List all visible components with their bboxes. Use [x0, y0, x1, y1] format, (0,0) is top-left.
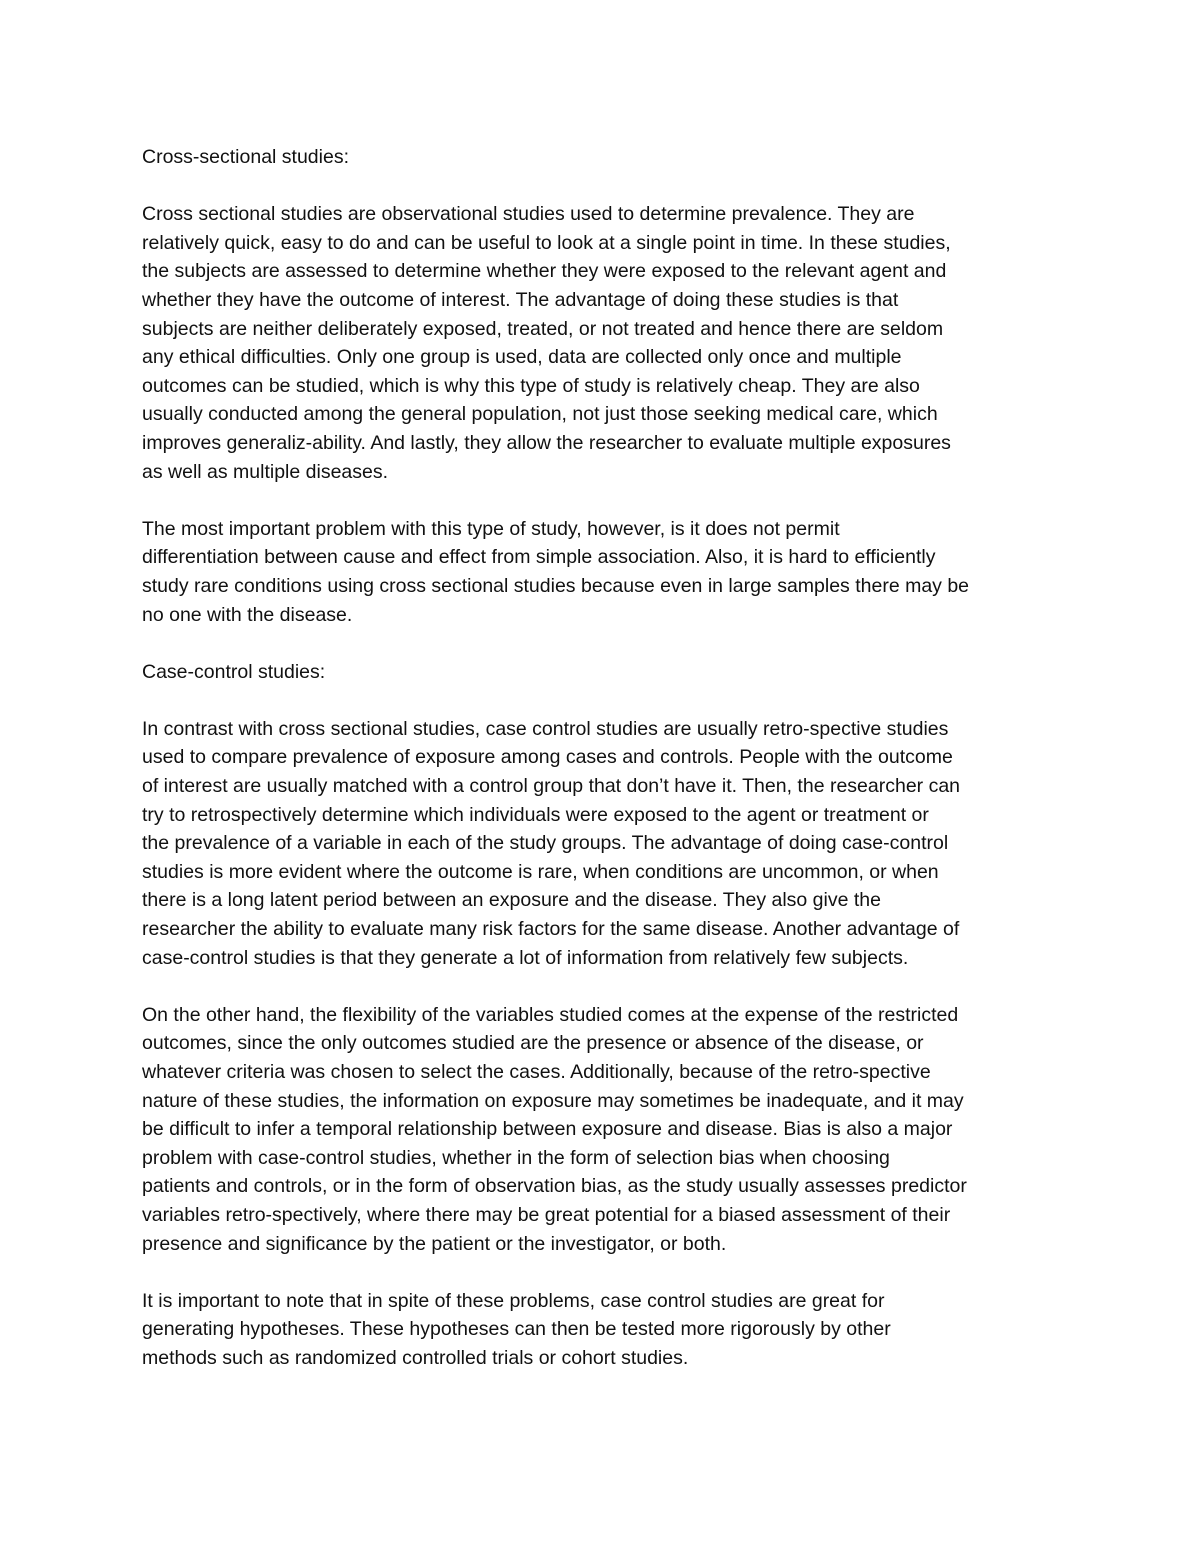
- text-line: the prevalence of a variable in each of the study groups. The advantage of doing case-control: [142, 832, 949, 855]
- text-line: study rare conditions using cross sectional studies because even in large samples there may be: [142, 574, 970, 597]
- text-line: subjects are neither deliberately exposed, treated, or not treated and hence there are seldom: [142, 317, 944, 340]
- text-line: no one with the disease.: [142, 603, 353, 626]
- text-line: the subjects are assessed to determine whether they were exposed to the relevant agent and: [142, 260, 947, 283]
- text-line: variables retro-spectively, where there may be great potential for a biased assessment of their: [142, 1203, 951, 1226]
- text-line: be difficult to infer a temporal relationship between exposure and disease. Bias is also a major: [142, 1118, 953, 1141]
- text-line: usually conducted among the general population, not just those seeking medical care, which: [142, 403, 938, 426]
- paragraph-case-control-overview: [142, 715, 1062, 972]
- text-line: problem with case-control studies, whether in the form of selection bias when choosing: [142, 1146, 890, 1169]
- text-line: generating hypotheses. These hypotheses can then be tested more rigorously by other: [142, 1318, 891, 1341]
- text-line: try to retrospectively determine which individuals were exposed to the agent or treatment or: [142, 803, 929, 826]
- text-line: nature of these studies, the information on exposure may sometimes be inadequate, and it may: [142, 1089, 964, 1112]
- text-line: patients and controls, or in the form of observation bias, as the study usually assesses predictor: [142, 1175, 967, 1198]
- text-line: methods such as randomized controlled trials or cohort studies.: [142, 1346, 689, 1369]
- text-line: case-control studies is that they generate a lot of information from relatively few subjects.: [142, 946, 909, 969]
- document-body: [142, 143, 1062, 1401]
- text-line: researcher the ability to evaluate many risk factors for the same disease. Another advantage of: [142, 918, 960, 941]
- text-line: Cross sectional studies are observational studies used to determine prevalence. They are: [142, 203, 915, 226]
- text-line: presence and significance by the patient or the investigator, or both.: [142, 1232, 727, 1255]
- text-line: there is a long latent period between an exposure and the disease. They also give the: [142, 889, 881, 912]
- text-line: used to compare prevalence of exposure among cases and controls. People with the outcome: [142, 746, 953, 769]
- paragraph-case-control-conclusion: [142, 1287, 1062, 1373]
- paragraph-case-control-limitations: [142, 1001, 1062, 1258]
- heading-text: Cross-sectional studies:: [142, 146, 349, 168]
- text-line: improves generaliz-ability. And lastly, they allow the researcher to evaluate multiple exposures: [142, 431, 951, 454]
- text-line: whatever criteria was chosen to select the cases. Additionally, because of the retro-spective: [142, 1061, 931, 1083]
- text-line: differentiation between cause and effect from simple association. Also, it is hard to efficiently: [142, 546, 936, 569]
- text-line: relatively quick, easy to do and can be useful to look at a single point in time. In these studies,: [142, 231, 951, 254]
- paragraph-cross-sectional-overview: [142, 200, 1062, 486]
- text-line: any ethical difficulties. Only one group is used, data are collected only once and multiple: [142, 346, 902, 369]
- text-line: outcomes, since the only outcomes studied are the presence or absence of the disease, or: [142, 1032, 924, 1055]
- text-line: as well as multiple diseases.: [142, 460, 389, 483]
- text-line: It is important to note that in spite of these problems, case control studies are great for: [142, 1289, 885, 1312]
- text-line: In contrast with cross sectional studies, case control studies are usually retro-spective studies: [142, 717, 949, 740]
- section-heading-case-control: [142, 658, 1062, 687]
- text-line: The most important problem with this type of study, however, is it does not permit: [142, 517, 840, 540]
- section-heading-cross-sectional: [142, 143, 1062, 172]
- paragraph-cross-sectional-problems: [142, 515, 1062, 629]
- text-line: of interest are usually matched with a control group that don’t have it. Then, the researcher can: [142, 775, 961, 798]
- text-line: outcomes can be studied, which is why this type of study is relatively cheap. They are also: [142, 374, 920, 397]
- text-line: studies is more evident where the outcome is rare, when conditions are uncommon, or when: [142, 860, 939, 883]
- text-line: whether they have the outcome of interest. The advantage of doing these studies is that: [142, 288, 899, 311]
- heading-text: Case-control studies:: [142, 660, 326, 683]
- text-line: On the other hand, the flexibility of the variables studied comes at the expense of the restricted: [142, 1003, 959, 1026]
